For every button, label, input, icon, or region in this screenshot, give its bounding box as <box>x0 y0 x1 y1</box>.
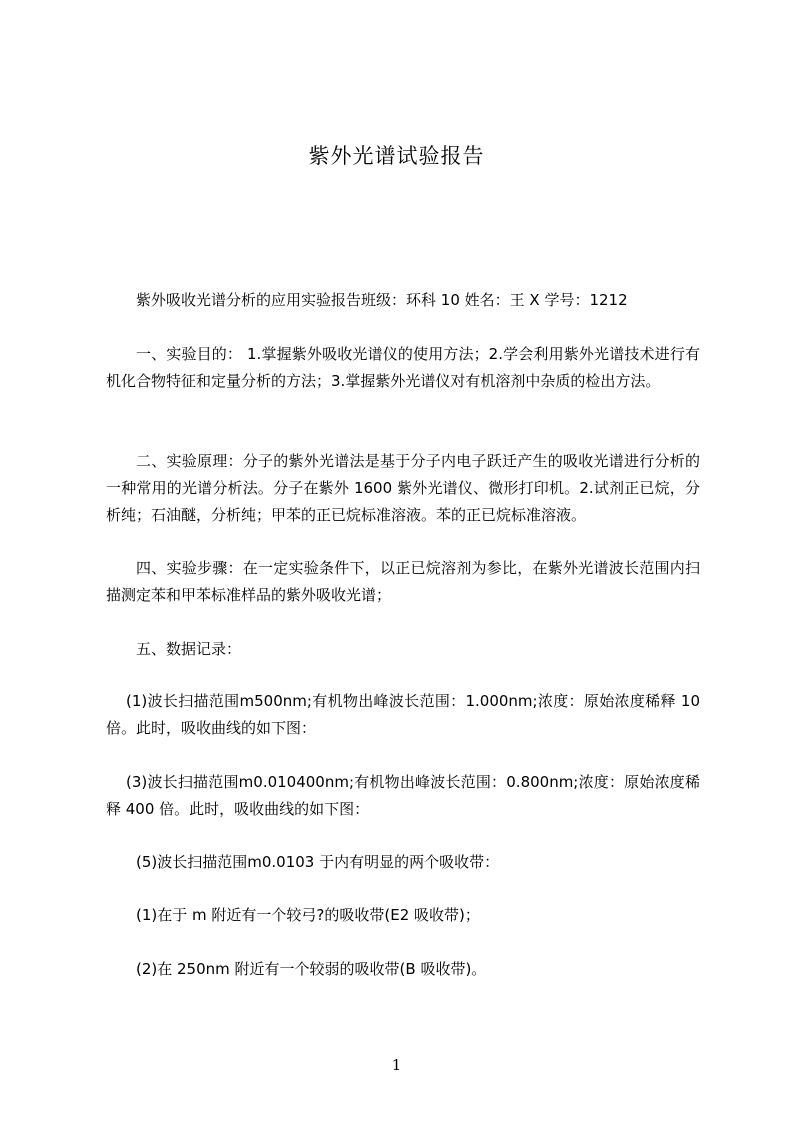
record-item-5-sub-2: (2)在 250nm 附近有一个较弱的吸收带(B 吸收带)。 <box>136 960 487 978</box>
report-header-line: 紫外吸收光谱分析的应用实验报告班级：环科 10 姓名：王 X 学号：1212 <box>136 291 628 309</box>
document-title: 紫外光谱试验报告 <box>308 144 485 168</box>
section-steps: 四、实验步骤：在一定实验条件下，以正已烷溶剂为参比，在紫外光谱波长范围内扫描测定苯和甲苯标准样品的紫外吸收光谱； <box>106 559 700 604</box>
section-record-heading: 五、数据记录： <box>136 640 242 658</box>
record-item-5-sub-1: (1)在于 m 附近有一个较弓?的吸收带(E2 吸收带)； <box>136 906 480 924</box>
section-goal: 一、实验目的： 1.掌握紫外吸收光谱仪的使用方法；2.学会利用紫外光谱技术进行有机化合物特征和定量分析的方法；3.掌握紫外光谱仪对有机溶剂中杂质的检出方法。 <box>106 345 700 390</box>
page-number: 1 <box>391 1056 402 1074</box>
record-item-5: (5)波长扫描范围m0.0103 于内有明显的两个吸收带： <box>136 853 500 871</box>
section-principle: 二、实验原理：分子的紫外光谱法是基于分子内电子跃迁产生的吸收光谱进行分析的一种常用的光谱分析法。分子在紫外 1600 紫外光谱仪、微形打印机。2.试剂正已烷，分析纯；石油醚，分析纯；甲苯的正已烷标准溶液。苯的正已烷标准溶液。 <box>106 452 700 524</box>
record-item-3: (3)波长扫描范围m0.010400nm;有机物出峰波长范围：0.800nm;浓度：原始浓度稀释 400 倍。此时，吸收曲线的如下图： <box>106 773 700 818</box>
record-item-1: (1)波长扫描范围m500nm;有机物出峰波长范围：1.000nm;浓度：原始浓度稀释 10 倍。此时，吸收曲线的如下图： <box>106 692 700 737</box>
